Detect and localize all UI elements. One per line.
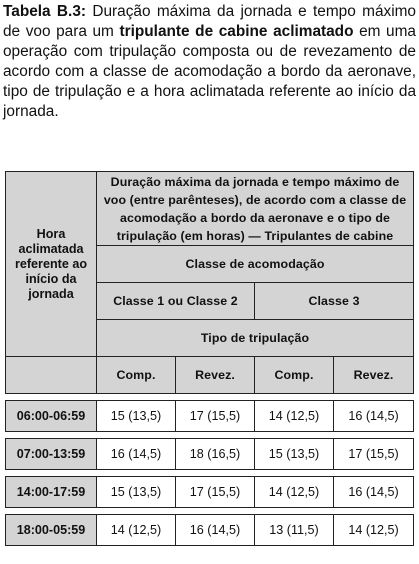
spacer xyxy=(6,394,414,401)
table-cell: 15 (13,5) xyxy=(97,477,176,508)
crew-type-comp-2: Comp. xyxy=(255,357,334,394)
spacer xyxy=(6,432,414,439)
table-cell: 17 (15,5) xyxy=(176,477,255,508)
caption-text-part1: Duração máxima da jornada e tempo máximo de voo para um xyxy=(3,3,416,40)
table-cell: 14 (12,5) xyxy=(255,401,334,432)
spacer xyxy=(6,470,414,477)
table-cell: 16 (14,5) xyxy=(334,477,414,508)
caption-bold-phrase: tripulante de cabine aclimatado xyxy=(119,23,354,40)
class-header-3: Classe 3 xyxy=(255,283,414,320)
row-time: 06:00-06:59 xyxy=(6,401,97,432)
table-cell: 15 (13,5) xyxy=(255,439,334,470)
table-cell: 16 (14,5) xyxy=(97,439,176,470)
table-cell: 14 (12,5) xyxy=(255,477,334,508)
corner-header: Hora aclimatada referente ao início da jornada xyxy=(6,172,97,357)
table-row xyxy=(6,515,414,546)
row-time: 14:00-17:59 xyxy=(6,477,97,508)
table-row xyxy=(6,477,414,508)
flight-duty-table xyxy=(5,171,414,546)
table-cell: 18 (16,5) xyxy=(176,439,255,470)
table-cell: 16 (14,5) xyxy=(334,401,414,432)
crew-type-revez-2: Revez. xyxy=(334,357,414,394)
table-cell: 14 (12,5) xyxy=(97,515,176,546)
table-cell: 14 (12,5) xyxy=(334,515,414,546)
caption-text-part2: em uma operação com tripulação composta ou de revezamento de acordo com a classe de acomodação a bordo da aeronave, tipo de tripulação e a hora aclimatada referente ao início da jornada. xyxy=(3,23,416,120)
table-cell: 16 (14,5) xyxy=(176,515,255,546)
crew-type-revez-1: Revez. xyxy=(176,357,255,394)
row-time: 07:00-13:59 xyxy=(6,439,97,470)
table-row xyxy=(6,401,414,432)
crew-type-header: Tipo de tripulação xyxy=(97,320,414,357)
table-caption xyxy=(3,2,416,122)
spacer xyxy=(6,508,414,515)
row-time: 18:00-05:59 xyxy=(6,515,97,546)
table-cell: 15 (13,5) xyxy=(97,401,176,432)
table-row xyxy=(6,439,414,470)
crew-type-comp-1: Comp. xyxy=(97,357,176,394)
accommodation-class-header: Classe de acomodação xyxy=(97,246,414,283)
caption-label: Tabela B.3: xyxy=(3,3,87,20)
main-header: Duração máxima da jornada e tempo máximo de voo (entre parênteses), de acordo com a classe de acomodação a bordo da aeronave e o tipo de tripulação (em horas) — Tripulantes de cabine xyxy=(97,172,414,246)
class-header-1-2: Classe 1 ou Classe 2 xyxy=(97,283,255,320)
table-cell: 17 (15,5) xyxy=(176,401,255,432)
empty-corner-cell xyxy=(6,357,97,394)
table-cell: 13 (11,5) xyxy=(255,515,334,546)
table-cell: 17 (15,5) xyxy=(334,439,414,470)
